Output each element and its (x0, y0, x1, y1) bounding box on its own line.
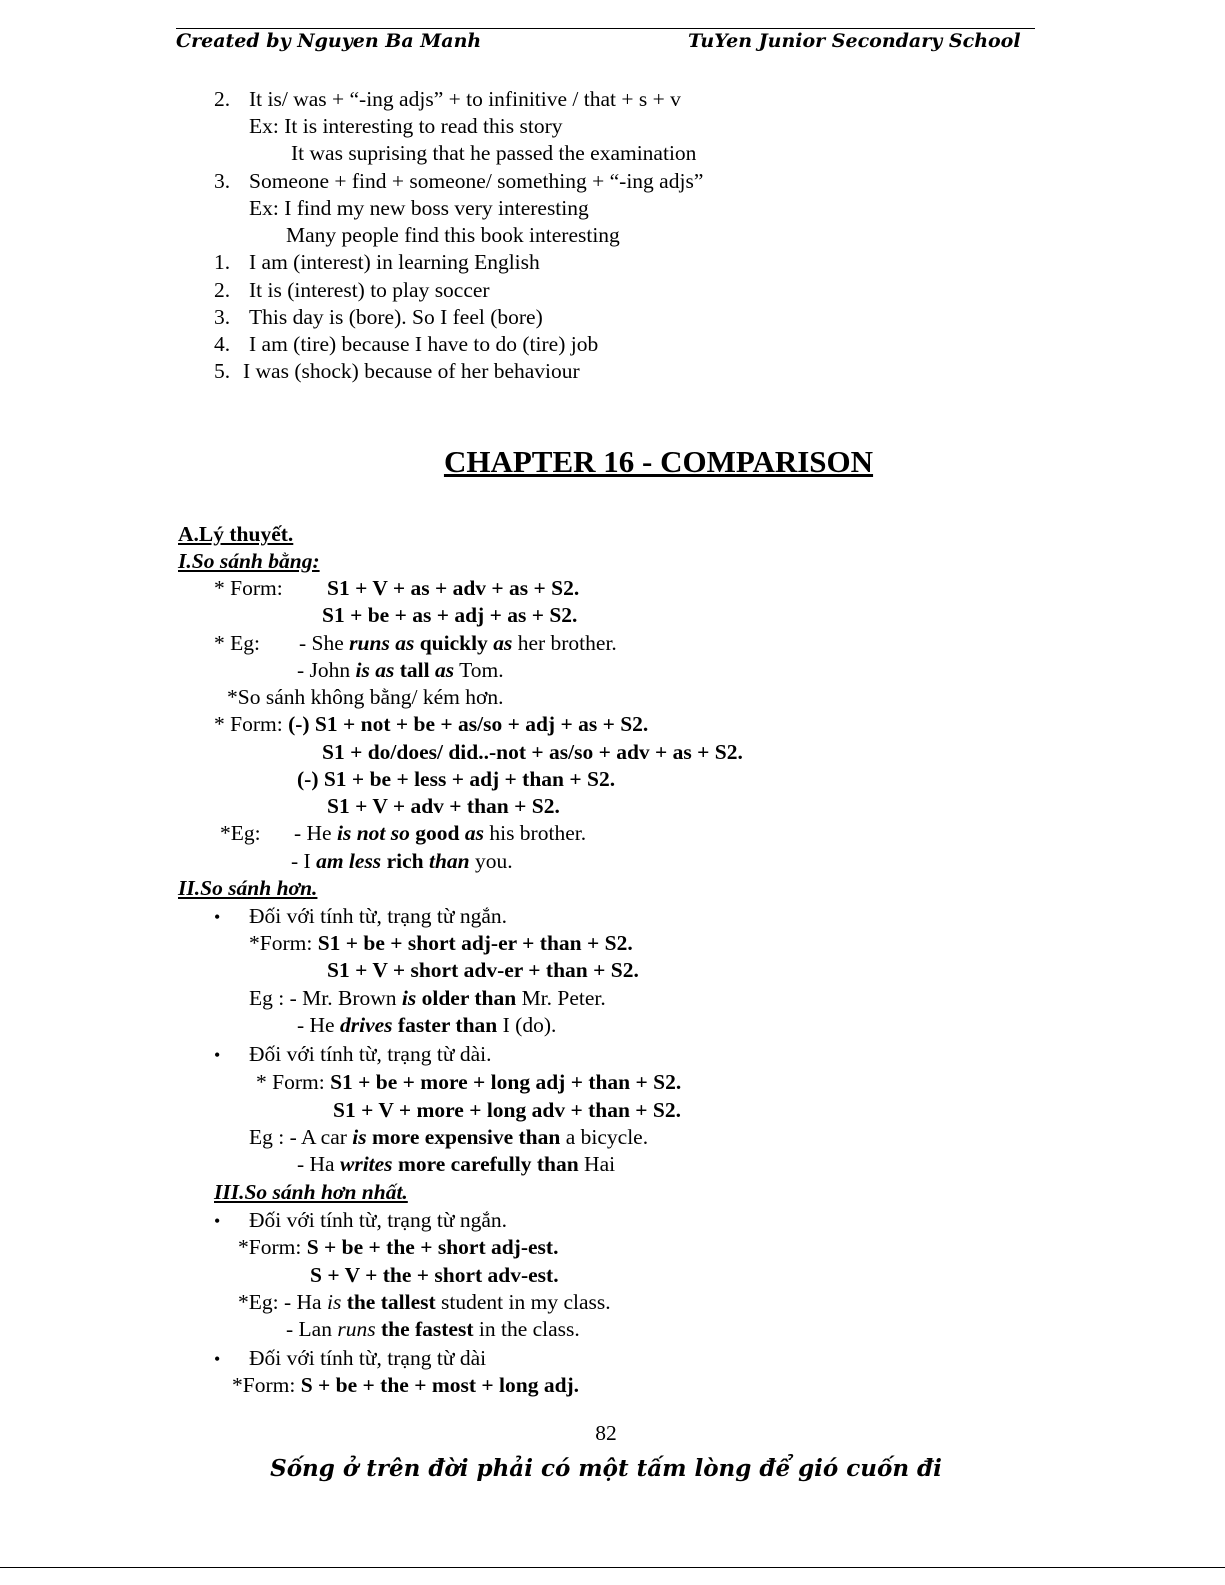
example-label: * Eg: (214, 631, 260, 655)
example: - I am less rich than you. (291, 849, 513, 873)
page-number: 82 (595, 1421, 617, 1445)
section-3-heading: III.So sánh hơn nhất. (214, 1180, 408, 1204)
example-label: *Eg: (220, 821, 261, 845)
formula: S1 + V + short adv-er + than + S2. (327, 958, 639, 982)
bullet-item: • Đối với tính từ, trạng từ ngắn. (214, 1208, 508, 1232)
exercise-item: 5. I was (shock) because of her behaviour (214, 359, 580, 383)
example: Eg : - A car is more expensive than a bicycle. (249, 1125, 649, 1149)
header-rule (176, 28, 1035, 29)
example: - John is as tall as Tom. (297, 658, 504, 682)
example: - Lan runs the fastest in the class. (286, 1317, 580, 1341)
example: - He drives faster than I (do). (297, 1013, 557, 1037)
subsection-heading: *So sánh không bằng/ kém hơn. (227, 685, 504, 709)
exercise-item: 2. It is (interest) to play soccer (214, 278, 490, 302)
intro-item-2: 2. It is/ was + “-ing adjs” + to infinitive / that + s + v (214, 87, 681, 111)
example: - She runs as quickly as her brother. (299, 631, 617, 655)
footer-motto: Sống ở trên đời phải có một tấm lòng để gió cuốn đi (270, 1455, 942, 1482)
formula: * Form: S1 + be + more + long adj + than + S2. (256, 1070, 682, 1094)
example: - He is not so good as his brother. (294, 821, 587, 845)
intro-item-3: 3. Someone + find + someone/ something + “-ing adjs” (214, 169, 704, 193)
formula: S1 + V + as + adv + as + S2. (327, 576, 580, 600)
section-1-heading: I.So sánh bằng: (178, 549, 320, 573)
bullet-item: • Đối với tính từ, trạng từ dài. (214, 1042, 492, 1066)
intro-item-3-example: Ex: I find my new boss very interesting (249, 196, 589, 220)
bottom-rule (0, 1567, 1225, 1568)
intro-item-2-example: Ex: It is interesting to read this story (249, 114, 563, 138)
example: *Eg: - Ha is the tallest student in my class. (238, 1290, 611, 1314)
intro-item-2-example: It was suprising that he passed the examination (291, 141, 697, 165)
example: Eg : - Mr. Brown is older than Mr. Peter. (249, 986, 606, 1010)
formula: S1 + V + more + long adv + than + S2. (333, 1098, 681, 1122)
header-school: TuYen Junior Secondary School (688, 30, 1021, 52)
form-label: * Form: (214, 576, 283, 600)
formula: * Form: (-) S1 + not + be + as/so + adj + as + S2. (214, 712, 649, 736)
formula: (-) S1 + be + less + adj + than + S2. (297, 767, 616, 791)
header-author: Created by Nguyen Ba Manh (176, 30, 482, 52)
formula: *Form: S + be + the + most + long adj. (232, 1373, 580, 1397)
formula: S1 + V + adv + than + S2. (327, 794, 560, 818)
exercise-item: 4. I am (tire) because I have to do (tire) job (214, 332, 599, 356)
intro-item-3-example: Many people find this book interesting (286, 223, 620, 247)
chapter-title: CHAPTER 16 - COMPARISON (443, 444, 874, 479)
example: - Ha writes more carefully than Hai (297, 1152, 616, 1176)
section-2-heading: II.So sánh hơn. (178, 876, 318, 900)
bullet-item: • Đối với tính từ, trạng từ dài (214, 1346, 487, 1370)
formula: S1 + be + as + adj + as + S2. (322, 603, 578, 627)
exercise-item: 3. This day is (bore). So I feel (bore) (214, 305, 543, 329)
bullet-item: • Đối với tính từ, trạng từ ngắn. (214, 904, 508, 928)
formula: S + V + the + short adv-est. (310, 1263, 559, 1287)
exercise-item: 1. I am (interest) in learning English (214, 250, 540, 274)
formula: *Form: S1 + be + short adj-er + than + S2. (249, 931, 633, 955)
section-a-heading: A.Lý thuyết. (178, 522, 294, 546)
formula: *Form: S + be + the + short adj-est. (238, 1235, 559, 1259)
formula: S1 + do/does/ did..-not + as/so + adv + as + S2. (322, 740, 743, 764)
